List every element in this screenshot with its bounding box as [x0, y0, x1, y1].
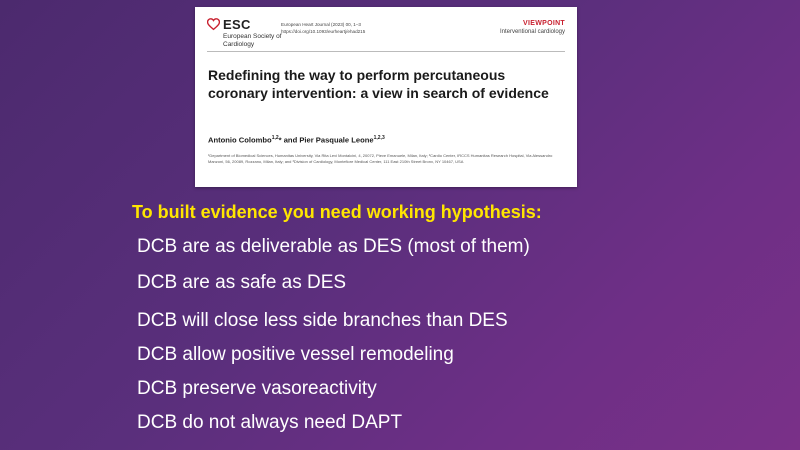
- esc-logo: [207, 16, 282, 60]
- slide-heading: To built evidence you need working hypothesis:: [132, 202, 542, 222]
- list-item: DCB do not always need DAPT: [137, 412, 403, 433]
- author-name: Pier Pasquale Leone: [299, 135, 374, 145]
- header-divider: [207, 51, 565, 52]
- author-separator: * and: [278, 135, 300, 145]
- list-item: DCB will close less side branches than DES: [137, 310, 508, 331]
- viewpoint-tag: VIEWPOINT: [523, 20, 565, 27]
- logo-society-name: European Society of Cardiology: [223, 33, 282, 48]
- journal-line: European Heart Journal (2023) 00, 1–3: [281, 22, 361, 27]
- logo-abbreviation: ESC: [223, 17, 251, 32]
- list-item: DCB are as deliverable as DES (most of them): [137, 236, 530, 257]
- article-header-card: [195, 7, 577, 187]
- doi-link[interactable]: https://doi.org/10.1093/eurheartj/ehad215: [281, 29, 366, 34]
- affiliations: ¹Department of Biomedical Sciences, Humanitas University, Via Rita Levi Montalcini, 4, 20072, Pieve Emanuele, Milan, Italy; ²Cardio Center, IRCCS Humanitas Research Hospital, Via Alessandro Manzoni, 56, 20089, Rozzano, Milan, Italy; and ³Division of Cardiology, Montefiore Medical Center, 111 East 210th Street Bronx, NY 10467, USA: [208, 153, 553, 164]
- author-affiliation-marker: 1,2: [271, 135, 279, 141]
- article-type: [500, 20, 565, 35]
- list-item: DCB allow positive vessel remodeling: [137, 344, 454, 365]
- list-item: DCB are as safe as DES: [137, 272, 347, 293]
- author-affiliation-marker: 1,2,3: [373, 135, 385, 141]
- author-name: Antonio Colombo: [208, 135, 272, 145]
- heart-icon: [207, 18, 220, 31]
- article-title: Redefining the way to perform percutaneous coronary intervention: a view in search of evidence: [208, 67, 549, 101]
- journal-citation: [281, 21, 365, 35]
- author-line: [208, 135, 385, 145]
- list-item: DCB preserve vasoreactivity: [137, 378, 377, 399]
- section-name: Interventional cardiology: [499, 29, 565, 35]
